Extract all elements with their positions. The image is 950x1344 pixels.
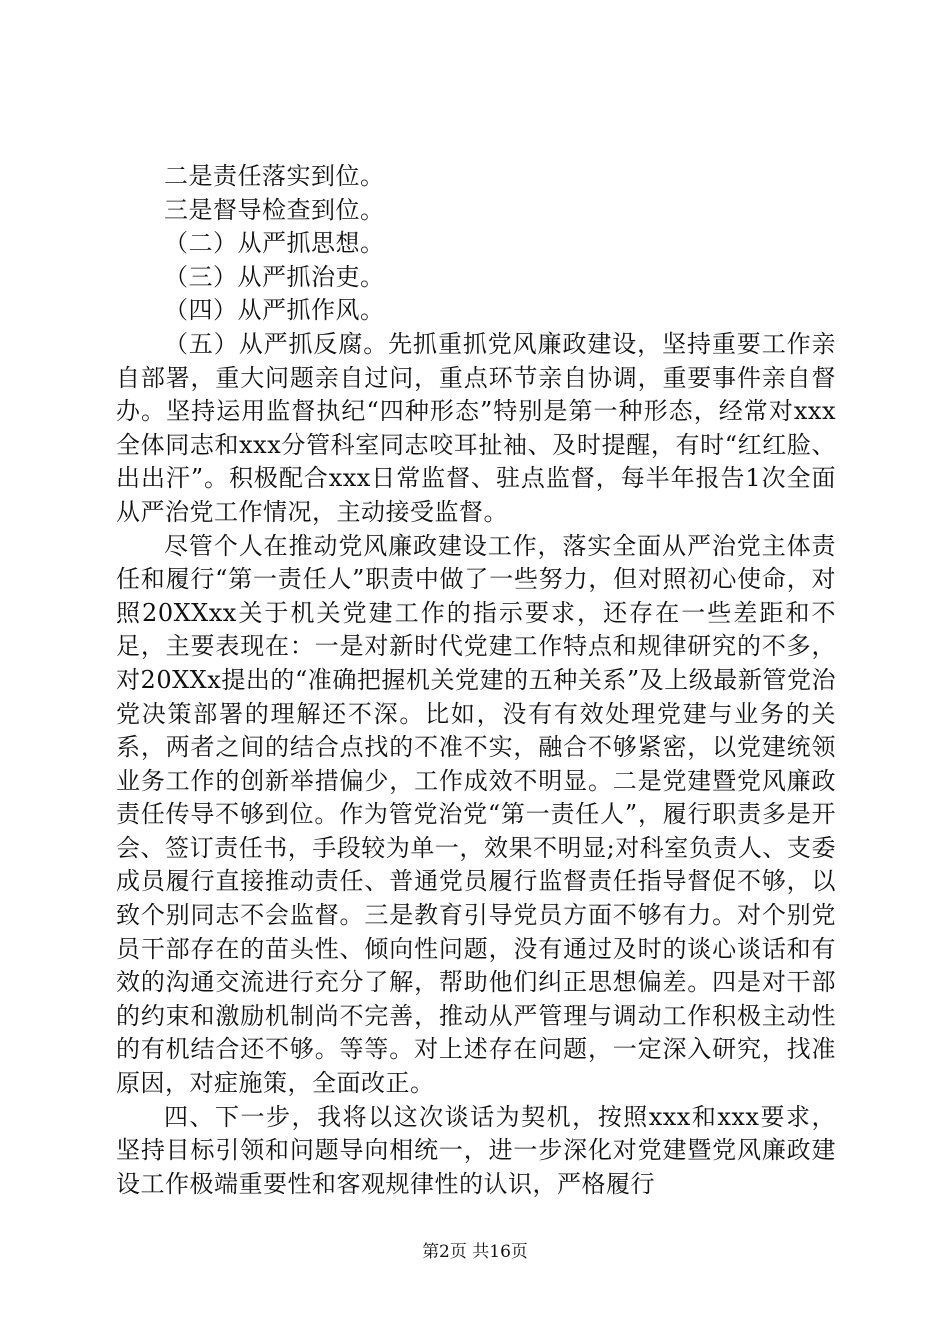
paragraph-style: （四）从严抓作风。 <box>164 296 385 325</box>
paragraph-next-steps: 四、下一步，我将以这次谈话为契机，按照xxx和xxx要求，坚持目标引领和问题导向相统一，进一步深化对党建暨党风廉政建设工作极端重要性和客观规律性的认识，严格履行 <box>116 1102 836 1198</box>
paragraph-officials: （三）从严抓治吏。 <box>164 262 385 291</box>
paragraph-supervision: 三是督导检查到位。 <box>164 195 385 224</box>
paragraph-thought: （二）从严抓思想。 <box>164 229 385 258</box>
document-body <box>116 160 836 1201</box>
paragraph-responsibility: 二是责任落实到位。 <box>164 162 385 190</box>
page-number-footer: 第2页 共16页 <box>422 1242 528 1262</box>
paragraph-shortcomings: 尽管个人在推动党风廉政建设工作，落实全面从严治党主体责任和履行“第一责任人”职责中做了一些努力，但对照初心使命，对照20XXxx关于机关党建工作的指示要求，还存在一些差距和不足，主要表现在：一是对新时代党建工作特点和规律研究的不多，对20XXx提出的“准确把握机关党建的五种关系”及上级最新管党治党决策部署的理解还不深。比如，没有有效处理党建与业务的关系，两者之间的结合点找的不准不实，融合不够紧密，以党建统领业务工作的创新举措偏少，工作成效不明显。二是党建暨党风廉政责任传导不够到位。作为管党治党“第一责任人”，履行职责多是开会、签订责任书，手段较为单一，效果不明显;对科室负责人、支委成员履行直接推动责任、普通党员履行监督责任指导督促不够，以致个别同志不会监督。三是教育引导党员方面不够有力。对个别党员干部存在的苗头性、倾向性问题，没有通过及时的谈心谈话和有效的沟通交流进行充分了解，帮助他们纠正思想偏差。四是对干部的约束和激励机制尚不完善，推动从严管理与调动工作积极主动性的有机结合还不够。等等。对上述存在问题，一定深入研究，找准原因，对症施策，全面改正。 <box>116 531 836 1098</box>
paragraph-anticorruption: （五）从严抓反腐。先抓重抓党风廉政建设，坚持重要工作亲自部署，重大问题亲自过问，重点环节亲自协调，重要事件亲自督办。坚持运用监督执纪“四种形态”特别是第一种形态，经常对xxx全体同志和xxx分管科室同志咬耳扯袖、及时提醒，有时“红红脸、出出汗”。积极配合xxx日常监督、驻点监督，每半年报告1次全面从严治党工作情况，主动接受监督。 <box>116 329 836 526</box>
